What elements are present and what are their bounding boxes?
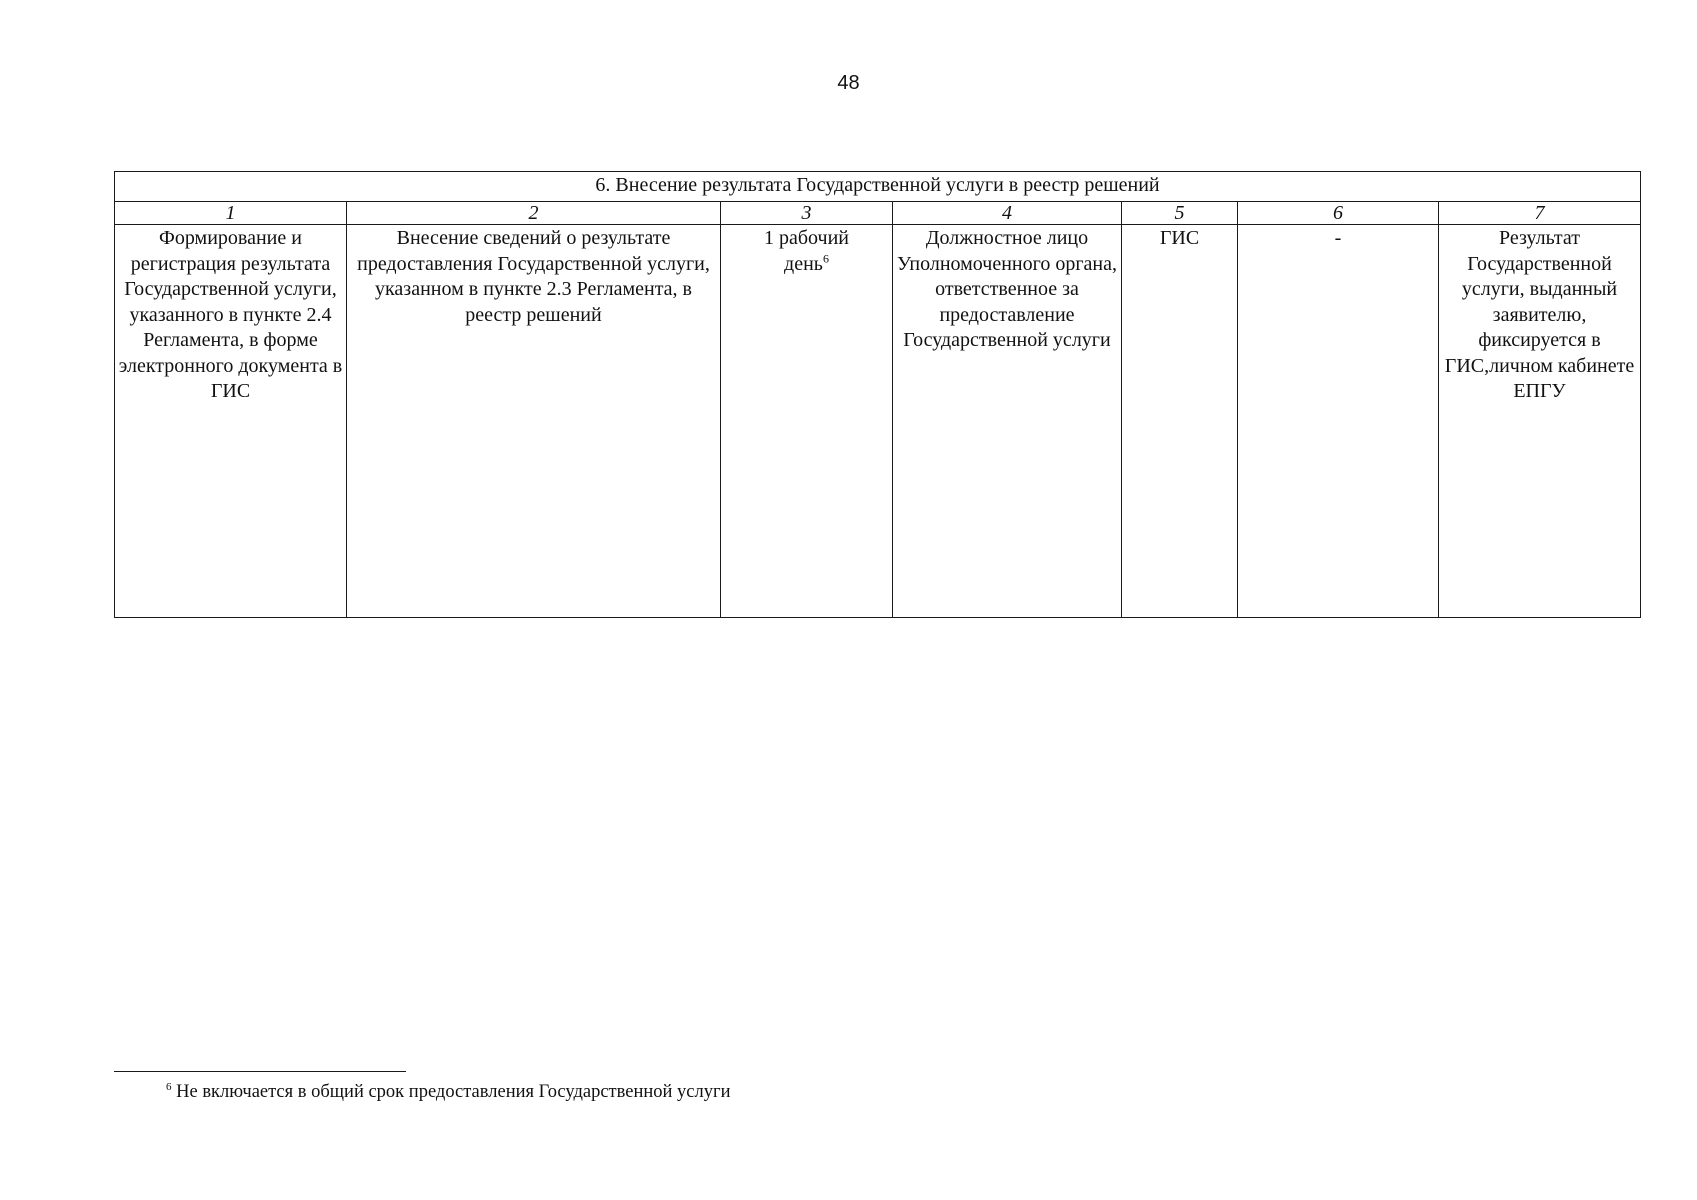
- cell-deadline: [721, 225, 893, 618]
- section-title-row: [115, 172, 1641, 202]
- column-number-6: 6: [1238, 202, 1439, 225]
- result-text: Результат Государственной услуги, выданный заявителю, фиксируется в ГИС,личном кабинете ЕПГУ: [1444, 227, 1635, 402]
- action-content-text: Внесение сведений о результате предоставления Государственной услуги, указанном в пункте 2.3 Регламента, в реестр решений: [357, 227, 710, 326]
- responsible-text: Должностное лицо Уполномоченного органа, ответственное за предоставление Государственной услуги: [897, 227, 1117, 351]
- column-number-2: 2: [347, 202, 721, 225]
- column-number-row: [115, 202, 1641, 225]
- section-title: 6. Внесение результата Государственной услуги в реестр решений: [115, 172, 1641, 202]
- footnote-text: Не включается в общий срок предоставления Государственной услуги: [171, 1082, 731, 1102]
- footnote-ref: 6: [822, 250, 829, 265]
- place-text: ГИС: [1159, 227, 1200, 249]
- cell-place: [1122, 225, 1238, 618]
- cell-action-basis: [115, 225, 347, 618]
- footnote-divider: [114, 1071, 406, 1072]
- column-number-1: 1: [115, 202, 347, 225]
- procedure-table: [114, 171, 1641, 618]
- deadline-line1: 1 рабочий: [764, 227, 849, 249]
- column-number-3: 3: [721, 202, 893, 225]
- column-number-4: 4: [893, 202, 1122, 225]
- footnote-marker: 6: [166, 1080, 172, 1093]
- deadline-unit: день: [784, 252, 823, 275]
- table-row: [115, 225, 1641, 618]
- cell-responsible: [893, 225, 1122, 618]
- column-number-5: 5: [1122, 202, 1238, 225]
- cell-criteria: [1238, 225, 1439, 618]
- page-number: 48: [837, 72, 860, 94]
- action-basis-text: Формирование и регистрация результата Государственной услуги, указанного в пункте 2.4 Регламента, в форме электронного документа в ГИС: [118, 227, 343, 402]
- cell-action-content: [347, 225, 721, 618]
- deadline-line2: [723, 252, 890, 278]
- cell-result: [1439, 225, 1641, 618]
- footnote: [166, 1082, 730, 1103]
- criteria-text: -: [1334, 227, 1342, 249]
- column-number-7: 7: [1439, 202, 1641, 225]
